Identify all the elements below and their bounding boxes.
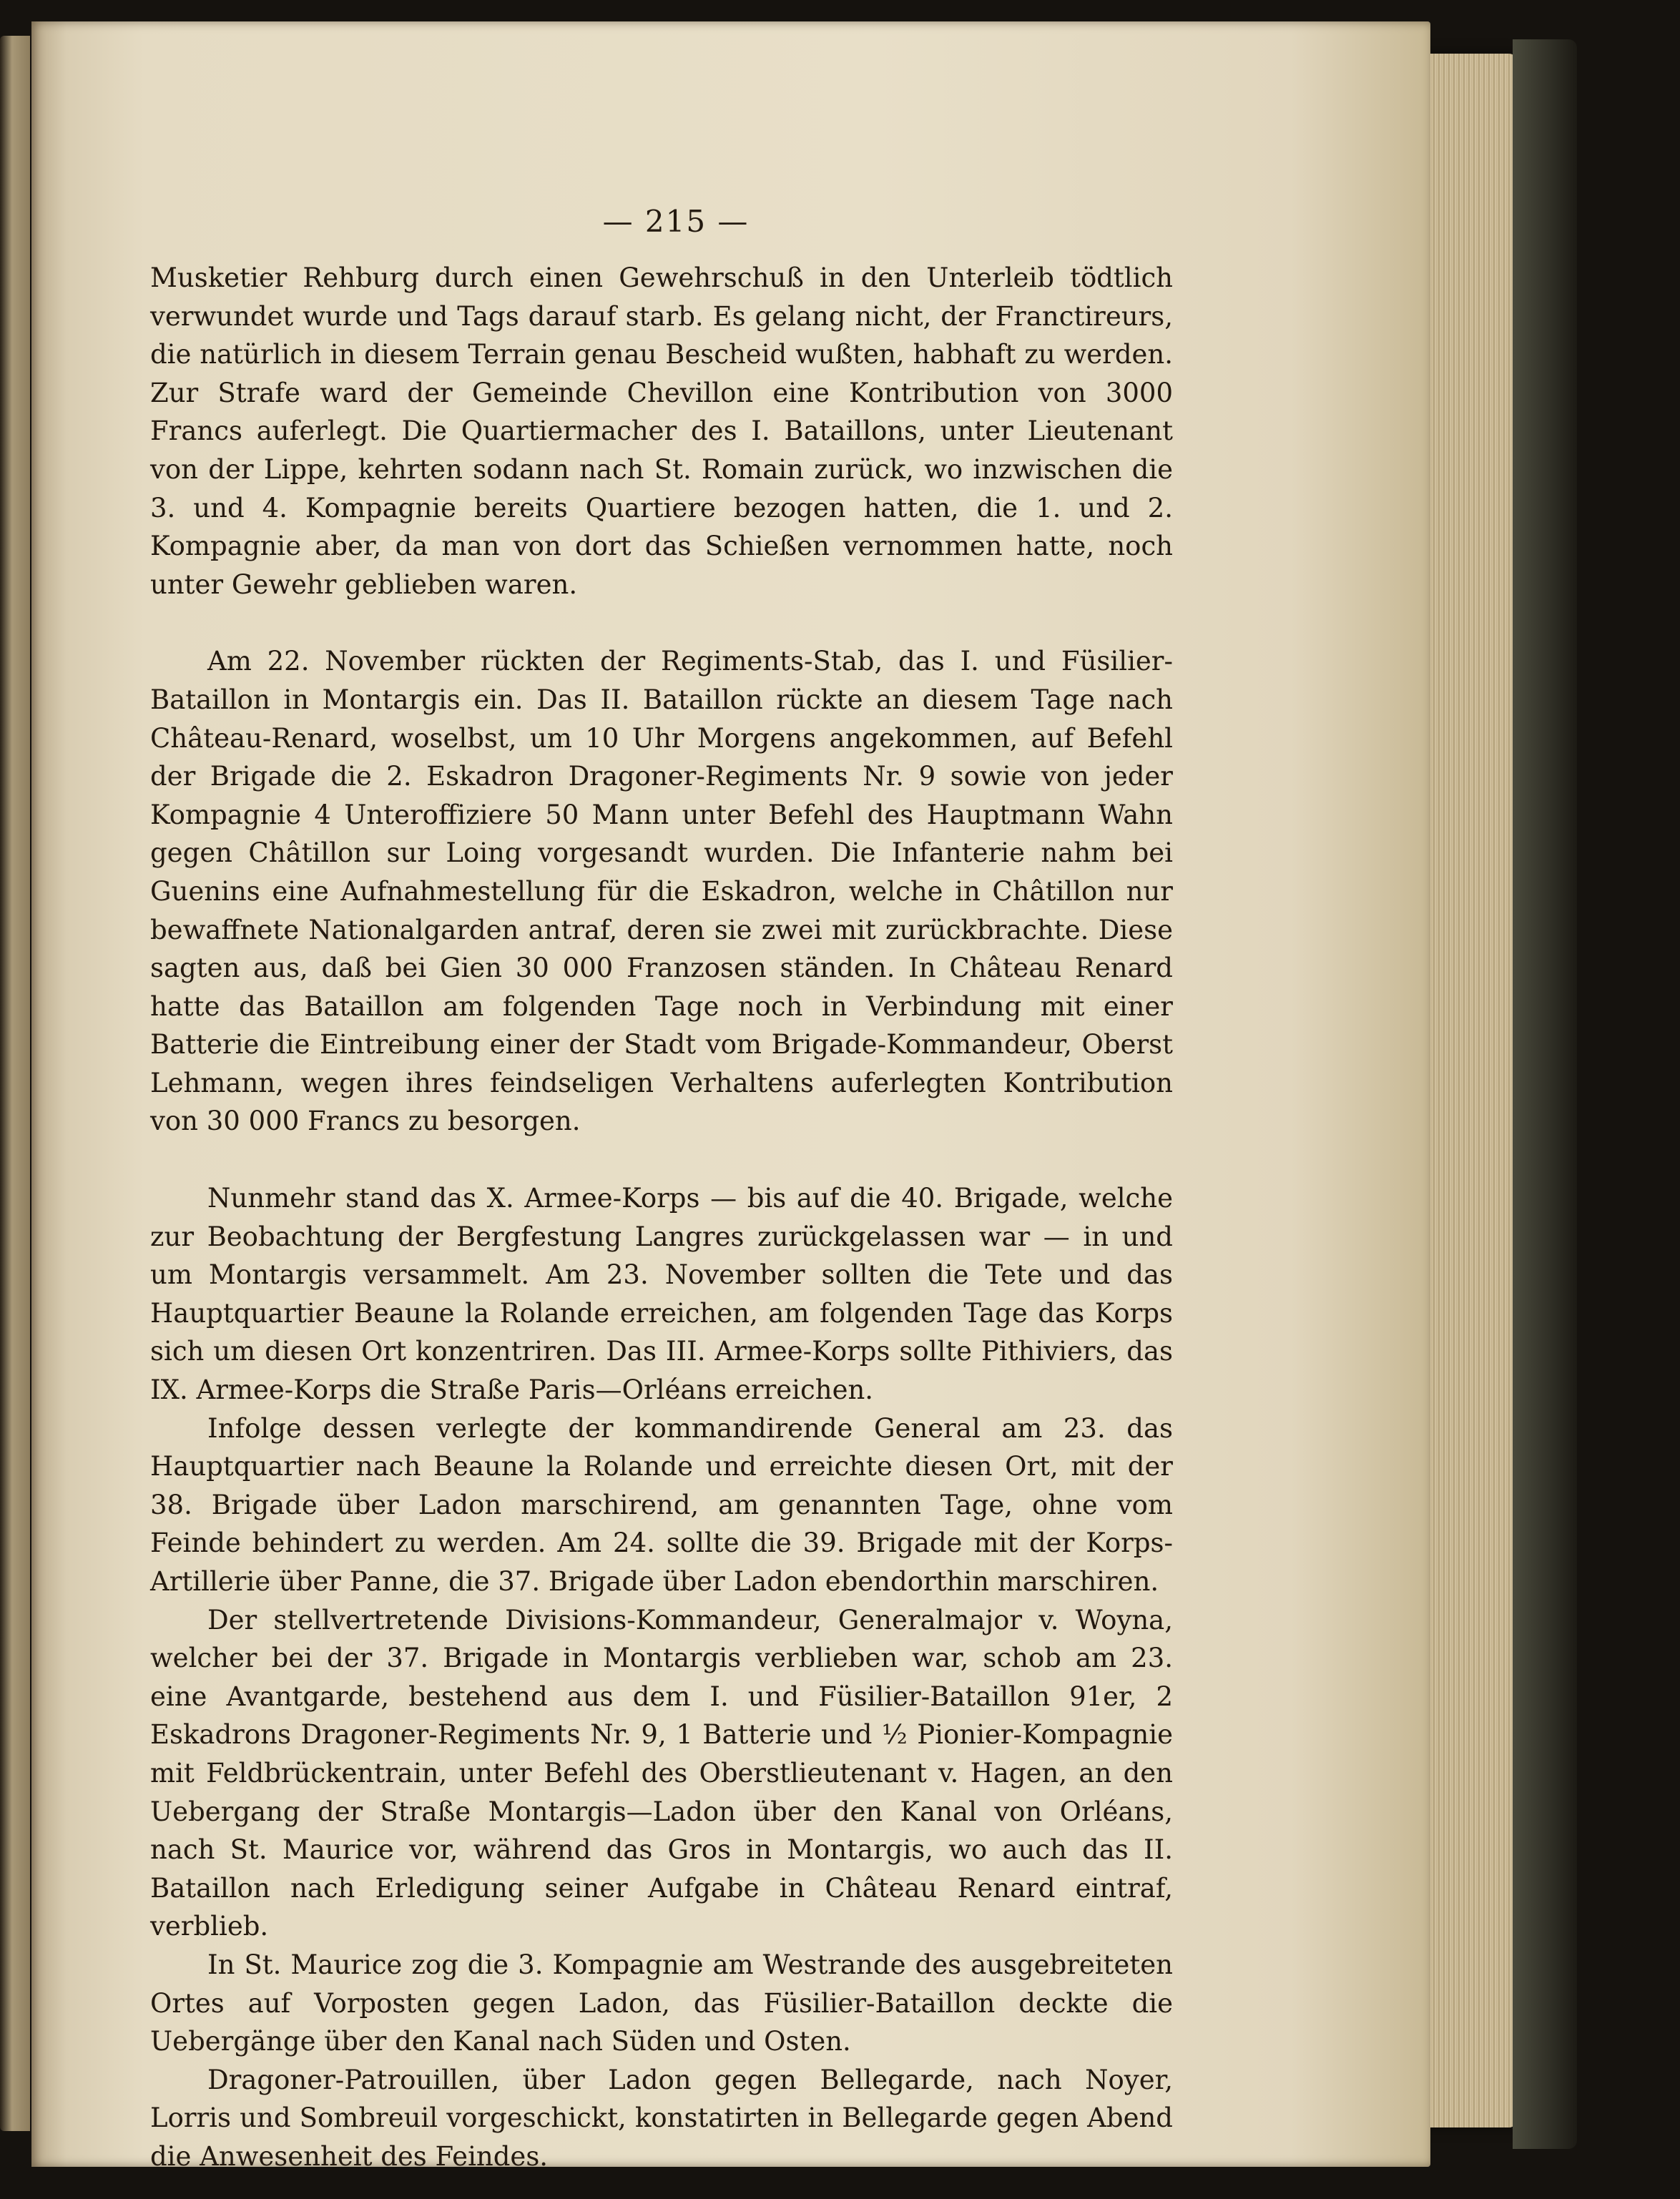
paragraph-4: Infolge dessen verlegte der kommandirende General am 23. das Hauptquartier nach Beaune la Rolande und erreichte diesen Ort, mit der 38. Brigade über Ladon marschirend, am genannten Tage, ohne vom Feinde behindert zu werden. Am 24. sollte die 39. Brigade mit der Korps-Artillerie über Panne, die 37. Brigade über Ladon ebendorthin marschiren. [150, 1412, 1173, 1597]
previous-page-edge [0, 36, 30, 2131]
paragraph-2: Am 22. November rückten der Regiments-Stab, das I. und Füsilier-Bataillon in Montargis ein. Das II. Bataillon rückte an diesem Tage nach Château-Renard, woselbst, um 10 Uhr Morgens angekommen, auf Befehl der Brigade die 2. Eskadron Dragoner-Regiments Nr. 9 sowie von jeder Kompagnie 4 Unteroffiziere 50 Mann unter Befehl des Hauptmann Wahn gegen Châtillon sur Loing vorgesandt wurden. Die Infanterie nahm bei Guenins eine Aufnahmestellung für die Eskadron, welche in Châtillon nur bewaffnete Nationalgarden antraf, deren sie zwei mit zurückbrachte. Diese sagten aus, daß bei Gien 30 000 Franzosen ständen. In Château Renard hatte das Bataillon am folgenden Tage noch in Verbindung mit einer Batterie die Eintreibung einer der Stadt vom Brigade-Kommandeur, Oberst Lehmann, wegen ihres feindseligen Verhaltens auferlegten Kontribution von 30 000 Francs zu besorgen. [150, 646, 1173, 1137]
page-content [150, 204, 1173, 2176]
paragraph-3: Nunmehr stand das X. Armee-Korps — bis auf die 40. Brigade, welche zur Beobachtung der Bergfestung Langres zurückgelassen war — in und um Montargis versammelt. Am 23. November sollten die Tete und das Hauptquartier Beaune la Rolande erreichen, am folgenden Tage das Korps sich um diesen Ort konzentriren. Das III. Armee-Korps sollte Pithiviers, das IX. Armee-Korps die Straße Paris—Orléans erreichen. [150, 1183, 1173, 1406]
paragraph-7: Dragoner-Patrouillen, über Ladon gegen Bellegarde, nach Noyer, Lorris und Sombreuil vorgeschickt, konstatirten in Bellegarde gegen Abend die Anwesenheit des Feindes. [150, 2064, 1173, 2172]
book-cover [1513, 39, 1577, 2149]
paragraph-5: Der stellvertretende Divisions-Kommandeur, Generalmajor v. Woyna, welcher bei der 37. Brigade in Montargis verblieben war, schob am 23. eine Avantgarde, bestehend aus dem I. und Füsilier-Bataillon 91er, 2 Eskadrons Dragoner-Regiments Nr. 9, 1 Batterie und ½ Pionier-Kompagnie mit Feldbrückentrain, unter Befehl des Oberstlieutenant v. Hagen, an den Uebergang der Straße Montargis—Ladon über den Kanal von Orléans, nach St. Maurice vor, während das Gros in Montargis, wo auch das II. Bataillon nach Erledigung seiner Aufgabe in Château Renard eintraf, verblieb. [150, 1604, 1173, 1942]
paragraph-1: Musketier Rehburg durch einen Gewehrschuß in den Unterleib tödtlich verwundet wurde und Tags darauf starb. Es gelang nicht, der Franctireurs, die natürlich in diesem Terrain genau Bescheid wußten, habhaft zu werden. Zur Strafe ward der Gemeinde Chevillon eine Kontribution von 3000 Francs auferlegt. Die Quartiermacher des I. Bataillons, unter Lieutenant von der Lippe, kehrten sodann nach St. Romain zurück, wo inzwischen die 3. und 4. Kompagnie bereits Quartiere bezogen hatten, die 1. und 2. Kompagnie aber, da man von dort das Schießen vernommen hatte, noch unter Gewehr geblieben waren. [150, 262, 1173, 600]
page-number: — 215 — [602, 204, 750, 239]
paragraph-6: In St. Maurice zog die 3. Kompagnie am Westrande des ausgebreiteten Ortes auf Vorposten gegen Ladon, das Füsilier-Bataillon deckte die Uebergänge über den Kanal nach Süden und Osten. [150, 1949, 1173, 2057]
